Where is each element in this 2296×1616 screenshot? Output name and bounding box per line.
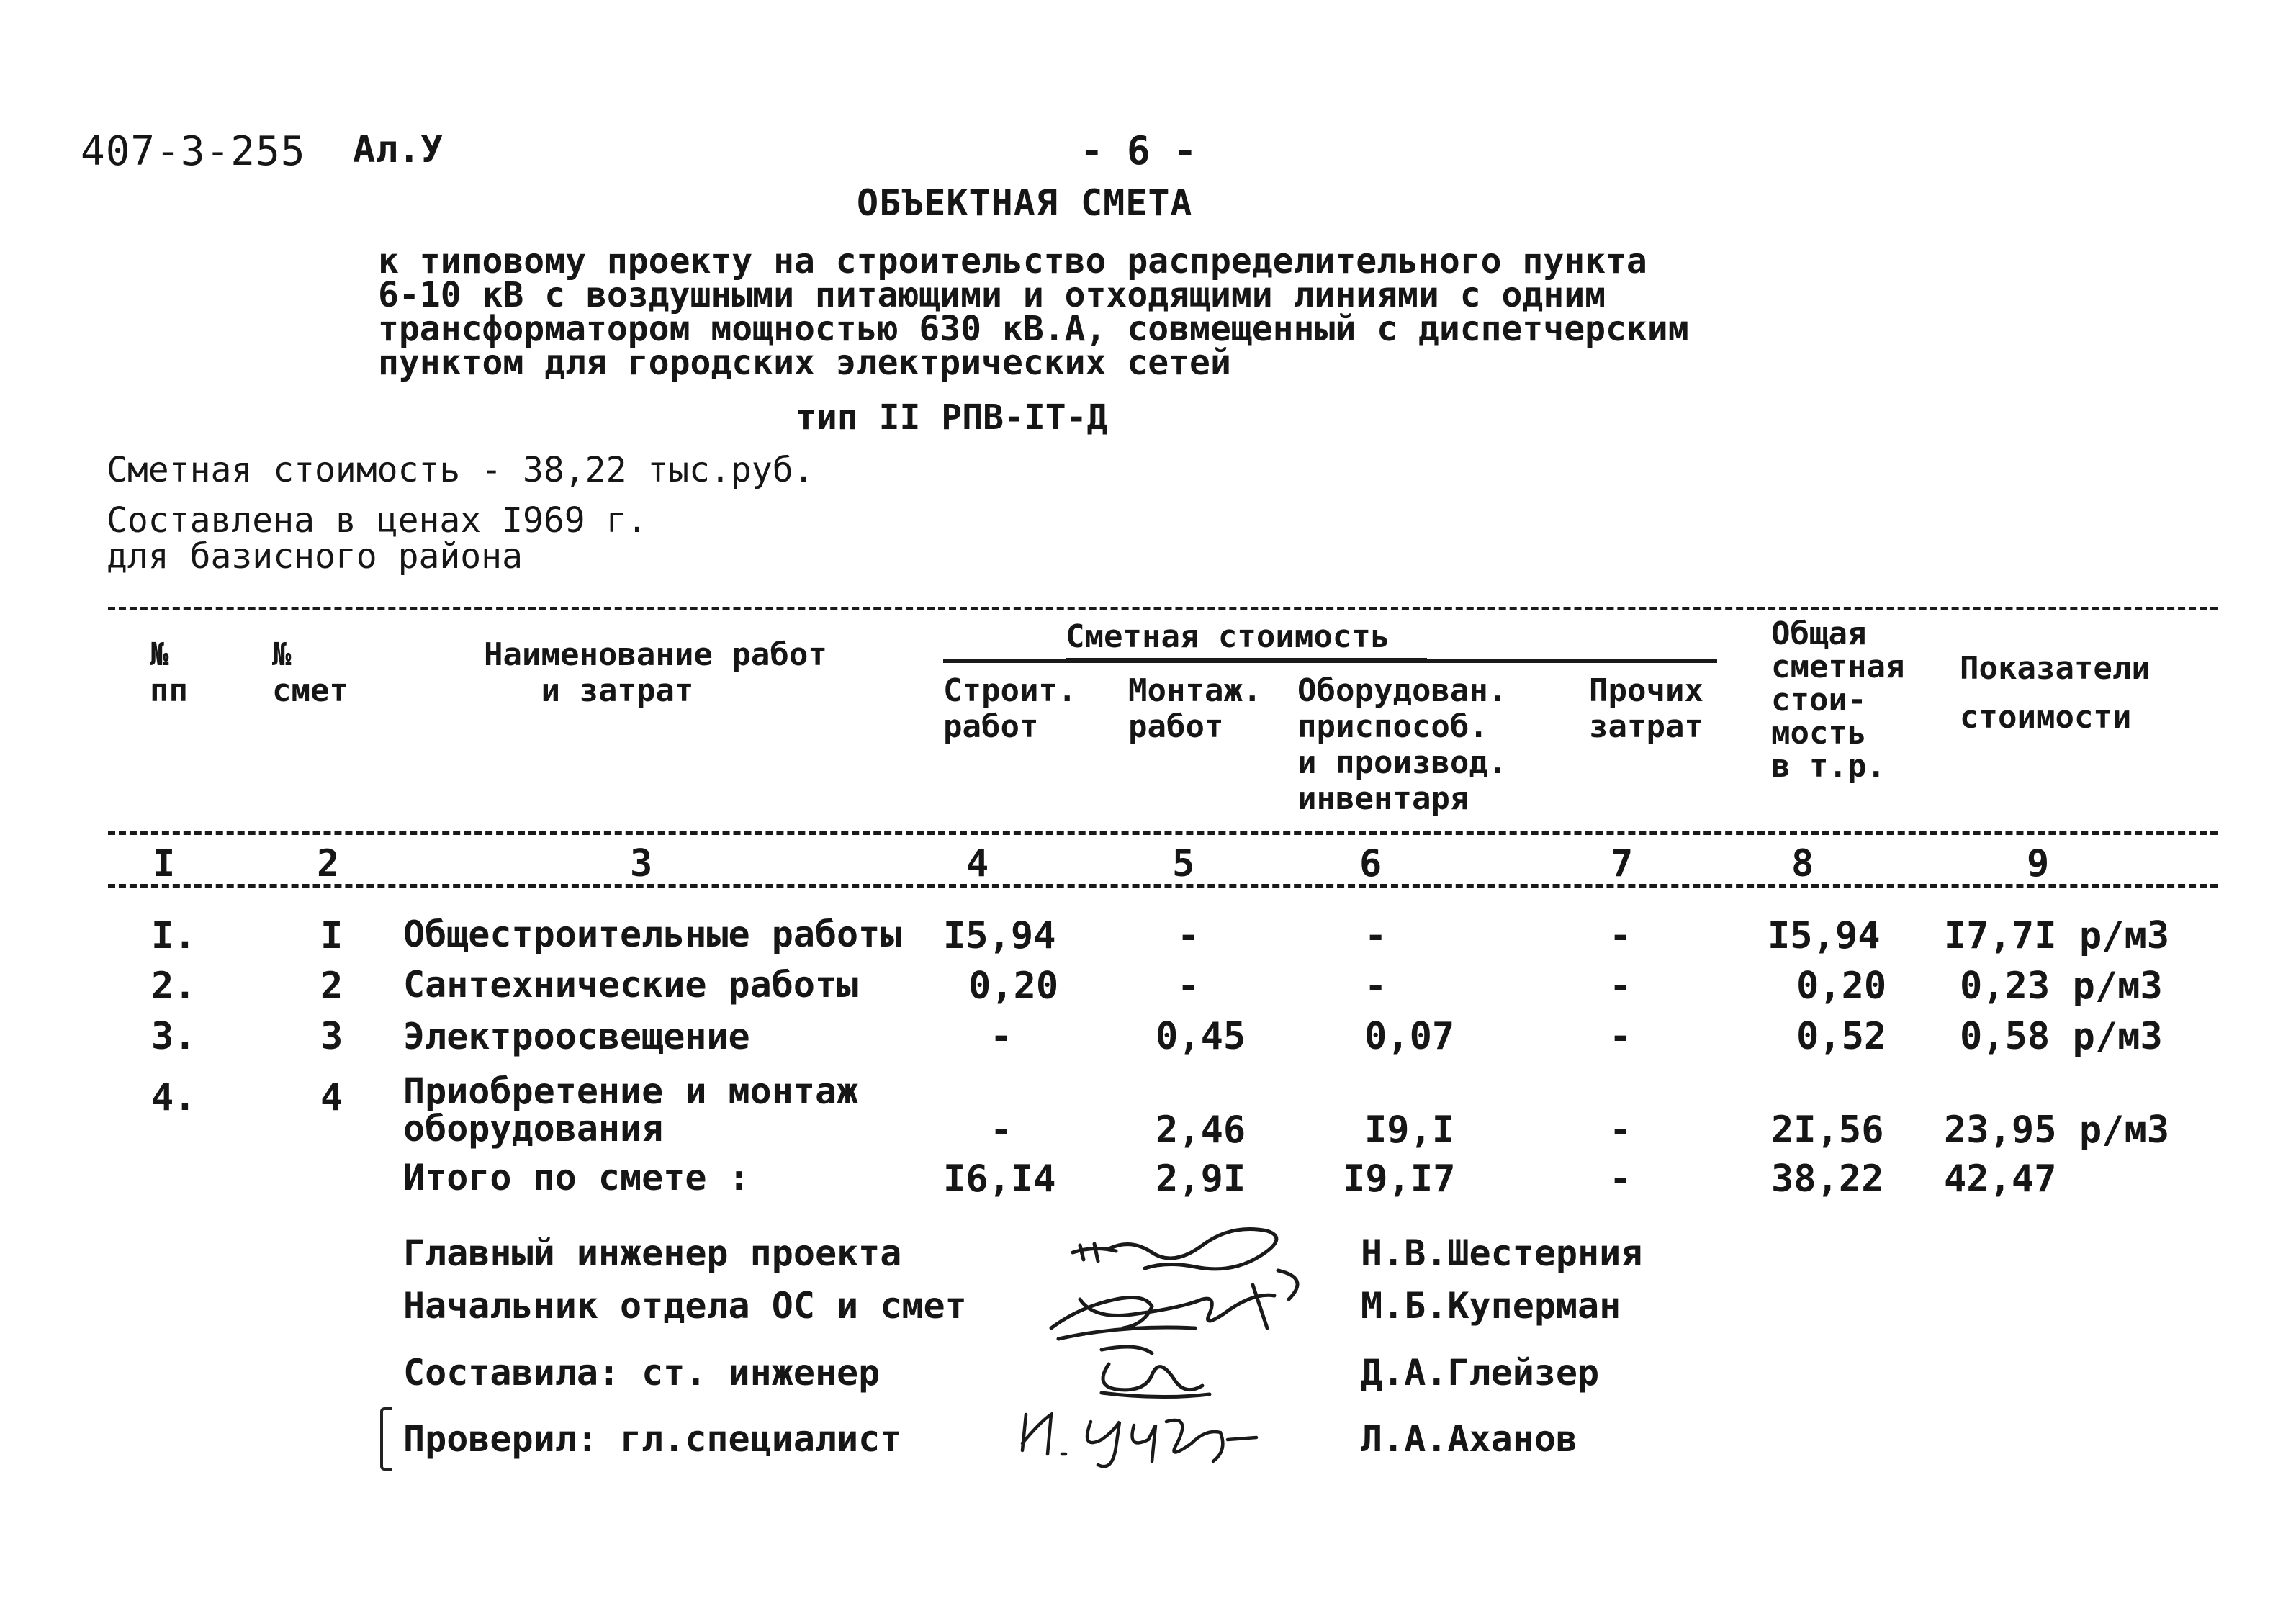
row-construction: I5,94: [943, 914, 1056, 957]
sheet-mark: Ал.У: [353, 128, 444, 171]
row-pp: 2.: [151, 965, 197, 1008]
row-name: Общестроительные работы: [403, 913, 902, 955]
row-installation: 2,46: [1156, 1109, 1246, 1152]
document-code: 407-3-255: [81, 128, 306, 175]
row-other: -: [1609, 1109, 1632, 1152]
row-equipment: -: [1364, 914, 1387, 957]
header-indicators: Показатели стоимости: [1960, 650, 2151, 736]
column-numbers-rule: [108, 884, 2218, 888]
row-total: 0,52: [1796, 1015, 1887, 1058]
signature-name-department-head: М.Б.Куперман: [1361, 1285, 1621, 1327]
row-equipment: -: [1364, 965, 1387, 1008]
signature-name-reviewer: Л.А.Аханов: [1361, 1418, 1578, 1460]
column-number-7: 7: [1611, 842, 1634, 885]
row-indicator: 0,23 р/м3: [1960, 965, 2163, 1008]
column-number-4: 4: [966, 842, 989, 885]
row-other: -: [1609, 965, 1632, 1008]
handwritten-signature-4: [1012, 1393, 1285, 1479]
row-other: -: [1609, 1015, 1632, 1058]
signature-role-department-head: Начальник отдела ОС и смет: [403, 1285, 967, 1327]
header-construction: Строит. работ: [943, 672, 1077, 745]
total-installation: 2,9I: [1156, 1157, 1246, 1201]
signature-name-chief-engineer: Н.В.Шестерния: [1361, 1232, 1643, 1274]
total-indicator: 42,47: [1944, 1157, 2057, 1201]
row-pp: 4.: [151, 1076, 197, 1119]
region: для базисного района: [107, 536, 523, 577]
row-name: Сантехнические работы: [403, 964, 859, 1006]
row-indicator: 0,58 р/м3: [1960, 1015, 2163, 1058]
row-construction: 0,20: [968, 965, 1059, 1008]
row-total: 2I,56: [1771, 1109, 1884, 1152]
table-top-rule: [108, 607, 2218, 610]
cost-group-title-underline: [1066, 658, 1427, 662]
header-other: Прочих затрат: [1589, 672, 1703, 745]
row-other: -: [1609, 914, 1632, 957]
total-construction: I6,I4: [943, 1157, 1056, 1201]
total-other: -: [1609, 1157, 1632, 1201]
signature-role-compiler: Составила: ст. инженер: [403, 1352, 881, 1394]
row-smeta: 3: [320, 1015, 343, 1058]
total-sum: 38,22: [1771, 1157, 1884, 1201]
column-number-5: 5: [1172, 842, 1195, 885]
subtitle-line-3: трансформатором мощностью 630 кВ.А, совмещенный с диспетчерским: [378, 309, 1689, 349]
header-pp: № пп: [150, 636, 188, 709]
row-total: 0,20: [1796, 965, 1887, 1008]
header-total: Общая сметная стои- мость в т.р.: [1771, 615, 1905, 785]
row-installation: 0,45: [1156, 1015, 1246, 1058]
row-smeta: 4: [320, 1076, 343, 1119]
column-number-3: 3: [630, 842, 653, 885]
row-indicator: I7,7I р/м3: [1944, 914, 2170, 957]
header-cost-group: Сметная стоимость: [1066, 618, 1390, 655]
signature-role-reviewer: Проверил: гл.специалист: [403, 1418, 902, 1460]
price-base: Составлена в ценах I969 г.: [107, 500, 648, 541]
row-pp: 3.: [151, 1015, 197, 1058]
total-label: Итого по смете :: [403, 1157, 750, 1199]
header-bottom-rule: [108, 831, 2218, 835]
row-name: Электроосвещение: [403, 1016, 750, 1057]
column-number-2: 2: [317, 842, 340, 885]
row-installation: -: [1177, 965, 1200, 1008]
header-equipment: Оборудован. приспособ. и производ. инвентаря: [1297, 672, 1508, 817]
row-total: I5,94: [1768, 914, 1881, 957]
column-number-6: 6: [1359, 842, 1382, 885]
row-name: Приобретение и монтаж оборудования: [403, 1070, 859, 1150]
total-equipment: I9,I7: [1343, 1157, 1456, 1201]
column-number-8: 8: [1791, 842, 1814, 885]
row-equipment: I9,I: [1364, 1109, 1455, 1152]
signature-role-chief-engineer: Главный инженер проекта: [403, 1232, 902, 1274]
header-work-name: Наименование работ и затрат: [484, 636, 827, 709]
header-smeta-number: № смет: [272, 636, 348, 709]
subtitle-line-2: 6-10 кВ с воздушными питающими и отходящими линиями с одним: [378, 275, 1606, 315]
row-construction: -: [990, 1015, 1013, 1058]
row-smeta: I: [320, 914, 343, 957]
subtitle-line-4: пунктом для городских электрических сетей: [378, 343, 1231, 383]
row-pp: I.: [151, 914, 197, 957]
document-title: ОБЪЕКТНАЯ СМЕТА: [857, 182, 1193, 224]
header-installation: Монтаж. работ: [1128, 672, 1262, 745]
column-number-1: I: [153, 842, 176, 885]
column-number-9: 9: [2027, 842, 2050, 885]
page-number: - 6 -: [1080, 128, 1197, 173]
row-equipment: 0,07: [1364, 1015, 1455, 1058]
subtitle-line-1: к типовому проекту на строительство распределительного пункта: [378, 241, 1647, 281]
row-smeta: 2: [320, 965, 343, 1008]
project-type: тип II РПВ-IТ-Д: [796, 397, 1108, 438]
row-construction: -: [990, 1109, 1013, 1152]
reviewer-bracket: [380, 1407, 392, 1471]
estimated-cost: Сметная стоимость - 38,22 тыс.руб.: [107, 450, 814, 490]
row-installation: -: [1177, 914, 1200, 957]
row-indicator: 23,95 р/м3: [1944, 1109, 2170, 1152]
signature-name-compiler: Д.А.Глейзер: [1361, 1352, 1600, 1394]
